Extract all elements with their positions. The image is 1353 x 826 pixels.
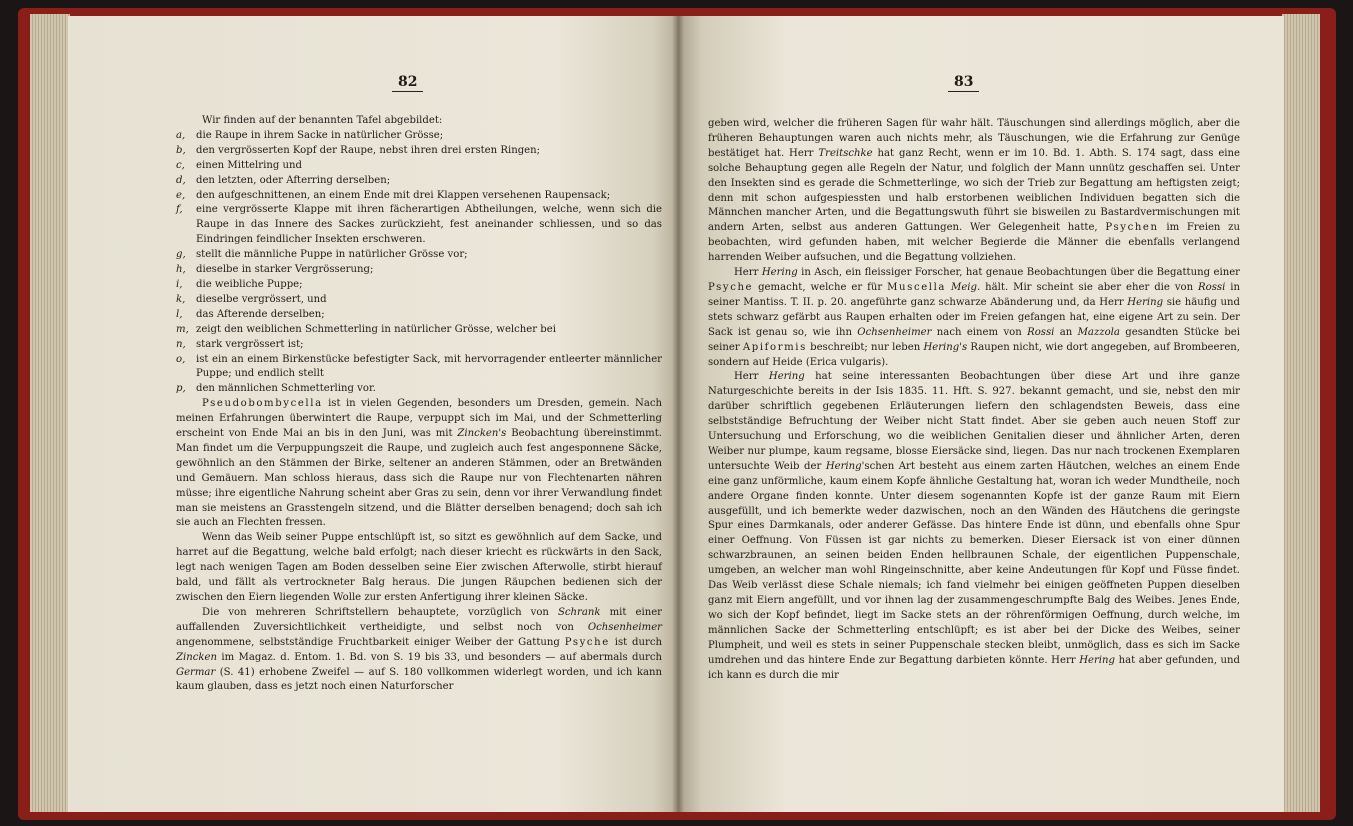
figure-item: c, einen Mittelring und bbox=[176, 159, 302, 171]
author-name: Mazzola bbox=[1077, 326, 1120, 338]
figure-item: l, das Afterende derselben; bbox=[176, 308, 325, 320]
author-name: Ochsenheimer bbox=[857, 326, 932, 338]
figure-item: f, eine vergrösserte Klappe mit ihren fächerartigen Abtheilungen, welche, wenn sich die Raupe in das Innere des Sackes zurückzieht, fest aneinander schliessen, und so das Eindringen feindlicher Insekten erschweren. bbox=[176, 204, 662, 246]
page-number: 83 bbox=[948, 74, 979, 92]
author-name: Hering bbox=[761, 267, 798, 279]
paragraph: Pseudobombycella ist in vielen Gegenden, besonders um Dresden, gemein. Nach meinen Erfahrungen überwintert die Raupe, verpuppt sich im Mai, und der Schmetterling erscheint von Ende Mai an bis in den Juni, was mit Zincken's Beobachtung übereinstimmt. Man findet um die Verpuppungszeit die Raupe, und zugleich auch fest angesponnene Säcke, gewöhnlich an den Stämmen der Birke, seltener an anderen Stämmen, oder an Bretwänden und Gemäuern. Man schloss hieraus, dass sich die Raupe nur von Flechtenarten nähren müsse; ihre eigentliche Nahrung scheint aber Gras zu sein, denn vor ihrer Verwandlung findet man sie meistens an Grasstengeln sitzend, und die Blätter derselben benagend; doch sah ich sie auch an Flechten fressen. bbox=[176, 398, 662, 529]
author-name: Ochsenheimer bbox=[587, 621, 662, 633]
figure-intro: Wir finden auf der benannten Tafel abgebildet: bbox=[202, 115, 443, 126]
paragraph: Die von mehreren Schriftstellern behauptete, vorzüglich von Schrank mit einer auffallenden Zuversichtlichkeit vertheidigte, und selbst noch von Ochsenheimer angenommene, selbstständige Fruchtbarkeit einiger Weiber der Gattung Psyche ist durch Zincken im Magaz. d. Entom. 1. Bd. von S. 19 bis 33, und besonders — auf abermals durch Germar (S. 41) erhobene Zweifel — auf S. 180 vollkommen widerlegt worden, und ich kann kaum glauben, dass es jetzt noch einen Naturforscher bbox=[176, 606, 663, 693]
genus-name: Psyche bbox=[564, 636, 610, 648]
author-name: Meig. bbox=[951, 281, 981, 293]
species-name: Pseudobombycella bbox=[202, 398, 323, 410]
figure-item: g, stellt die männliche Puppe in natürlicher Grösse vor; bbox=[176, 249, 468, 261]
figure-item: a, die Raupe in ihrem Sacke in natürlicher Grösse; bbox=[176, 129, 444, 141]
author-name: Hering bbox=[1079, 654, 1115, 666]
figure-item: e, den aufgeschnittenen, an einem Ende mit drei Klappen versehenen Raupensack; bbox=[176, 189, 611, 201]
author-name: Rossi bbox=[1198, 281, 1226, 293]
right-page bbox=[678, 16, 1284, 812]
figure-item: n, stark vergrössert ist; bbox=[176, 338, 304, 350]
right-page-text bbox=[708, 117, 1240, 683]
figure-item: d, den letzten, oder Afterring derselben; bbox=[176, 174, 391, 186]
book-gutter bbox=[672, 16, 684, 812]
page-number: 82 bbox=[392, 74, 423, 92]
figure-item: o, ist ein an einem Birkenstücke befestigter Sack, mit hervorragender entleerter männlicher Puppe; und endlich stellt bbox=[176, 353, 662, 380]
author-name: Hering bbox=[768, 371, 805, 383]
author-name: Zincken's bbox=[457, 428, 507, 440]
author-name: Treitschke bbox=[818, 147, 873, 159]
author-name: Schrank bbox=[557, 606, 601, 618]
figure-item: m, zeigt den weiblichen Schmetterling in natürlicher Grösse, welcher bei bbox=[176, 323, 556, 335]
author-name: Germar bbox=[176, 666, 216, 678]
left-page bbox=[68, 16, 678, 812]
figure-item: p, den männlichen Schmetterling vor. bbox=[176, 383, 376, 395]
figure-list bbox=[176, 129, 662, 397]
genus-name: Psyche bbox=[708, 281, 754, 293]
author-name: Hering bbox=[1127, 296, 1164, 308]
author-name: Rossi bbox=[1027, 326, 1055, 338]
paragraph: Wenn das Weib seiner Puppe entschlüpft ist, so sitzt es gewöhnlich auf dem Sacke, und harret auf die Begattung, welche bald erfolgt; nach dieser kriecht es rückwärts in den Sack, legt nach wenigen Tagen am Boden desselben seine Eier zwischen Afterwolle, stirbt hierauf bald, und fällt als vertrockneter Balg heraus. Die jungen Räupchen bedienen sich der zwischen den Eiern liegenden Wolle zur ersten Anfertigung ihrer kleinen Säcke. bbox=[176, 532, 662, 603]
paragraph: Herr Hering in Asch, ein fleissiger Forscher, hat genaue Beobachtungen über die Begattung einer Psyche gemacht, welche er für Muscella Meig. hält. Mir scheint sie aber eher die von Rossi in seiner Mantiss. T. II. p. 20. angeführte ganz schwarze Abänderung und, da Herr Hering sie häufig und stets schwarz gefärbt aus Raupen erhalten oder im Freien gefangen hat, eine eigene Art zu sein. Der Sack ist genau so, wie ihn Ochsenheimer nach einem von Rossi an Mazzola gesandten Stücke bei seiner Apiformis beschreibt; nur leben Hering's Raupen nicht, wie dort angegeben, auf Brombeeren, sondern auf Heide (Erica vulgaris). bbox=[708, 267, 1241, 368]
figure-item: h, dieselbe in starker Vergrösserung; bbox=[176, 264, 374, 276]
page-edges-right bbox=[1282, 14, 1320, 812]
author-name: Hering bbox=[825, 460, 862, 472]
species-name: Apiformis bbox=[742, 341, 807, 353]
author-name: Zincken bbox=[176, 651, 217, 663]
species-name: Muscella bbox=[887, 281, 947, 293]
page-edges-left bbox=[30, 14, 70, 812]
paragraph: Herr Hering hat seine interessanten Beobachtungen über diese Art und ihre ganze Naturgeschichte bereits in der Isis 1835. 11. Hft. S. 927. bekannt gemacht, und sie, nebst den mir darüber schriftlich gegebenen Erläuterungen liefern den schlagendsten Beweis, dass eine selbstständige Befruchtung der Weiber nicht Statt findet. Aber sie geben auch neuen Stoff zur Untersuchung und Erforschung, wo die weiblichen Genitalien dieser und ähnlicher Arten, deren Weiber nur plumpe, kaum regsame, blosse Eiersäcke sind, liegen. Das nur nach trockenen Exemplaren untersuchte Weib der Hering'schen Art besteht aus einem zarten Häutchen, welches an einem Ende eine ganz unförmliche, kaum einem Kopfe ähnliche Gestaltung hat, woran ich weder Mundtheile, noch andere Organe finden konnte. Unter diesem sogenannten Kopfe ist der ganze Raum mit Eiern ausgefüllt, und ich bemerkte weder dazwischen, noch an den Wänden des Häutchens die geringste Spur eines Darmkanals, oder anderer Gefässe. Das hintere Ende ist dünn, und ebenfalls ohne Spur einer Oeffnung. Von Füssen ist gar nichts zu bemerken. Dieser Eiersack ist von einer dünnen schwarzbraunen, an seinen beiden Enden hellbraunen Schale, der eigentlichen Puppenschale, umgeben, an welcher man wohl Ringeinschnitte, aber keine Andeutungen für Kopf und Füsse findet. Das Weib verlässt diese Schale niemals; ich fand vielmehr bei einigen geöffneten Puppen dieselben ganz mit Eiern angefüllt, und vor ihnen lag der zusammengeschrumpfte Balg des Weibes. Jenes Ende, wo sich der Kopf befindet, liegt im Sacke stets an der röhrenförmigen Oeffnung, durch welche, im männlichen Sacke der Schmetterling entschlüpft; es ist aber bei der Dicke des Weibes, seiner Plumpheit, und weil es stets in seiner Puppenschale stecken bleibt, unmöglich, dass es sich im Sacke umdrehen und das hintere Ende zur Begattung darbieten könnte. Herr Hering hat aber gefunden, und ich kann es durch die mir bbox=[708, 371, 1240, 681]
figure-item: k, dieselbe vergrössert, und bbox=[176, 293, 327, 305]
figure-item: i, die weibliche Puppe; bbox=[176, 278, 303, 290]
paragraph: geben wird, welcher die früheren Sagen für wahr hält. Täuschungen sind allerdings möglich, aber die früheren Behauptungen waren auch nichts mehr, als Täuschungen, wie die Erfahrung zur Genüge bestätiget hat. Herr Treitschke hat ganz Recht, wenn er im 10. Bd. 1. Abth. S. 174 sagt, dass eine solche Behauptung gegen alle Regeln der Natur, und folglich der Mann unnütz geschaffen sei. Unter den Insekten sind es gerade die Schmetterlinge, wo sich der Trieb zur Begattung am heftigsten zeigt; denn mit schon aufgespiessten und halb erstorbenen weiblichen Individuen begatten sich die Männchen mancher Arten, und die Begattungswuth führt sie bisweilen zu Bastardvermischungen mit andern Arten, selbst aus anderen Gattungen. Wer Gelegenheit hatte, Psychen im Freien zu beobachten, wird gefunden haben, mit welcher Begierde die Männer die ebenfalls verlangend harrenden Weiber aufsuchen, und die Begattung vollziehen. bbox=[708, 118, 1240, 264]
left-page-text bbox=[176, 114, 662, 695]
genus-name: Psychen bbox=[1105, 222, 1159, 234]
author-name: Hering's bbox=[923, 341, 968, 353]
figure-item: b, den vergrösserten Kopf der Raupe, nebst ihren drei ersten Ringen; bbox=[176, 144, 541, 156]
